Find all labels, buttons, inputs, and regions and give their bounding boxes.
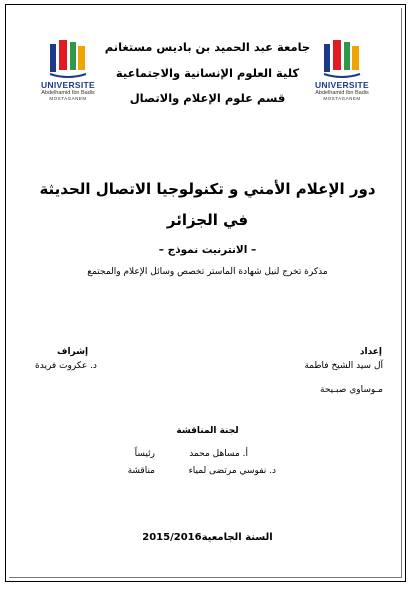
faculty-name: كلية العلوم الإنسانية والاجتماعية <box>115 66 300 80</box>
prepared-label: إعداد <box>359 347 382 357</box>
committee-label: لجنة المناقشة <box>176 426 239 436</box>
university-logo-city: MOSTAGANEM <box>323 96 361 101</box>
committee-member-name: د. نفوسي مرتضى لمياء <box>188 466 276 476</box>
university-logo-sub: Abdelhamid Ibn Badis <box>315 90 369 96</box>
committee-member-name: أ. مساهل محمد <box>189 449 248 459</box>
university-name: جامعة عبد الحميد بن باديس مستغانم <box>104 40 311 54</box>
thesis-title-line2: في الجزائر <box>166 211 249 229</box>
committee-member-role: رئيساً <box>134 449 155 459</box>
thesis-subtitle: – الانترنيت نموذج – <box>158 244 257 256</box>
academic-year: السنة الجامعية2015/2016 <box>142 532 273 543</box>
university-logo-name: UNIVERSITE <box>314 80 369 90</box>
student-name: آل سيد الشيخ فاطمة <box>304 361 383 371</box>
committee-member-role: مناقشة <box>127 466 155 476</box>
university-logo-city: MOSTAGANEM <box>49 96 87 101</box>
university-logo-sub: Abdelhamid Ibn Badis <box>41 90 95 96</box>
supervision-label: إشراف <box>57 347 89 357</box>
university-logo-name: UNIVERSITE <box>40 80 95 90</box>
department-name: قسم علوم الإعلام والاتصال <box>129 91 286 105</box>
thesis-degree-note: مذكرة تخرج لنيل شهادة الماستر تخصص وسائل الإعلام والمجتمع <box>87 267 328 277</box>
supervisor-name: د. عكروت فريدة <box>35 361 97 371</box>
thesis-title-line1: دور الإعلام الأمني و تكنولوجيا الاتصال الحديثة <box>39 180 376 198</box>
student-name: مـوساوي صبـيحة <box>320 385 383 395</box>
